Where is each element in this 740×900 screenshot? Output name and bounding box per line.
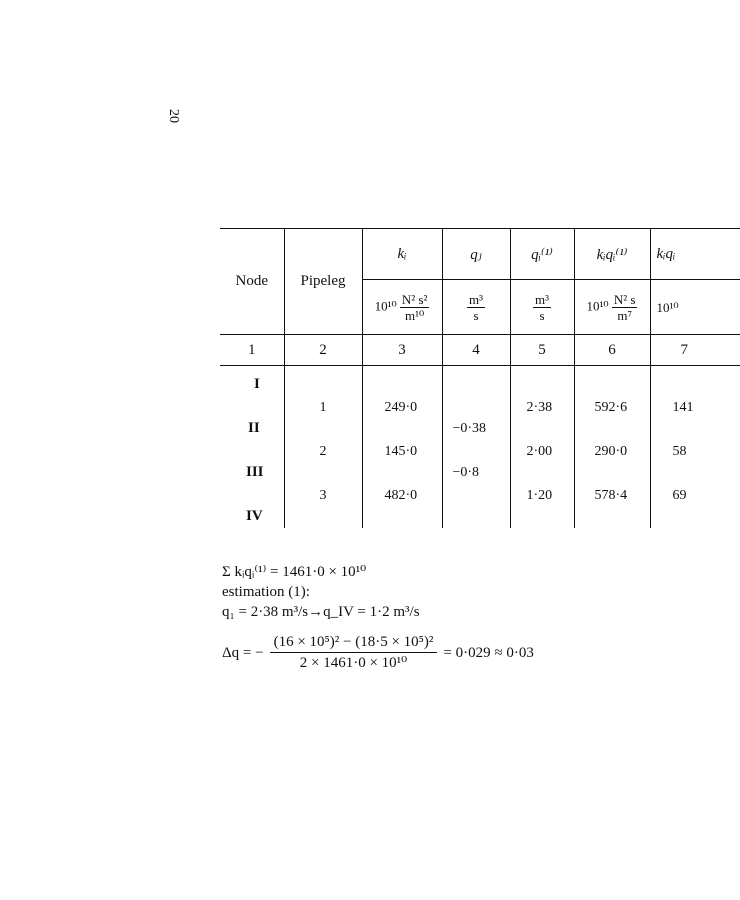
estimation-formula: q₁ = 2·38 m³/s→q_IV = 1·2 m³/s	[222, 604, 420, 620]
pipeleg-number: 3	[319, 488, 327, 503]
sum-formula: Σ kᵢqᵢ⁽¹⁾ = 1461·0 × 10¹⁰	[222, 564, 367, 580]
col7-value: 141	[672, 400, 694, 415]
qi1-value: 2·38	[526, 400, 553, 415]
node-column	[220, 366, 284, 529]
col-index-2: 2	[284, 335, 362, 366]
col-index-5: 5	[510, 335, 574, 366]
header-qi1: qᵢ⁽¹⁾	[510, 229, 574, 280]
col-index-7: 7	[650, 335, 740, 366]
unit-ki-numerator: N² s²	[401, 291, 428, 307]
estimation-label: estimation (1):	[222, 584, 310, 600]
header-qj: qⱼ	[442, 229, 510, 280]
header-node: Node	[220, 229, 284, 335]
unit-qi1	[510, 280, 574, 335]
kiqi1-value: 290·0	[594, 444, 628, 459]
kiqi1-column	[574, 366, 650, 529]
qj-column	[442, 366, 510, 529]
unit-col7-prefix: 10¹⁰	[656, 299, 679, 315]
unit-qj	[442, 280, 510, 335]
qj-value: −0·8	[452, 465, 480, 480]
unit-qj-fraction	[467, 292, 485, 323]
unit-kiqi1-fraction	[612, 292, 638, 323]
dq-fraction	[270, 632, 438, 673]
unit-qi1-fraction	[533, 292, 551, 323]
page-number: 20	[166, 109, 181, 123]
unit-qi1-numerator: m³	[534, 291, 549, 307]
unit-qj-denominator: s	[473, 307, 479, 323]
node-name: III	[246, 464, 264, 480]
unit-qi1-denominator: s	[539, 307, 545, 323]
unit-ki-denominator: m¹⁰	[405, 307, 425, 323]
dq-numerator: (16 × 10⁵)² − (18·5 × 10⁵)²	[270, 632, 438, 653]
ki-value: 482·0	[384, 488, 418, 503]
node-name: IV	[246, 508, 263, 524]
pipeleg-number: 2	[319, 444, 327, 459]
dq-lhs: Δq = −	[222, 644, 264, 661]
dq-result: = 0·029 ≈ 0·03	[443, 644, 534, 661]
col-index-4: 4	[442, 335, 510, 366]
unit-kiqi1-numerator: N² s	[613, 291, 636, 307]
kiqi1-value: 592·6	[594, 400, 628, 415]
col7-value: 58	[672, 444, 687, 459]
unit-kiqi1-denominator: m⁷	[617, 307, 632, 323]
header-col7: kᵢqᵢ	[650, 229, 740, 280]
pipe-network-table	[220, 228, 694, 525]
ki-column	[362, 366, 442, 529]
unit-ki	[362, 280, 442, 335]
unit-kiqi1-prefix: 10¹⁰	[586, 297, 609, 313]
col7-value: 69	[672, 488, 687, 503]
unit-ki-prefix: 10¹⁰	[374, 297, 397, 313]
header-ki: kᵢ	[362, 229, 442, 280]
col7-column	[650, 366, 740, 529]
qi1-value: 2·00	[526, 444, 553, 459]
dq-denominator: 2 × 1461·0 × 10¹⁰	[299, 655, 408, 671]
formulas-block	[222, 562, 534, 673]
header-pipeleg: Pipeleg	[284, 229, 362, 335]
header-kiqi1: kᵢqᵢ⁽¹⁾	[574, 229, 650, 280]
unit-qj-numerator: m³	[468, 291, 483, 307]
ki-value: 145·0	[384, 444, 418, 459]
node-name: I	[254, 376, 260, 392]
col-index-3: 3	[362, 335, 442, 366]
node-name: II	[248, 420, 260, 436]
qj-value: −0·38	[452, 421, 487, 436]
ki-value: 249·0	[384, 400, 418, 415]
kiqi1-value: 578·4	[594, 488, 628, 503]
col-index-6: 6	[574, 335, 650, 366]
qi1-value: 1·20	[526, 488, 553, 503]
col-index-1: 1	[220, 335, 284, 366]
unit-col7	[650, 280, 740, 335]
pipeleg-number: 1	[319, 400, 327, 415]
unit-ki-fraction	[400, 292, 430, 323]
dq-formula	[222, 632, 534, 673]
pipeleg-column	[284, 366, 362, 529]
qi1-column	[510, 366, 574, 529]
unit-kiqi1	[574, 280, 650, 335]
